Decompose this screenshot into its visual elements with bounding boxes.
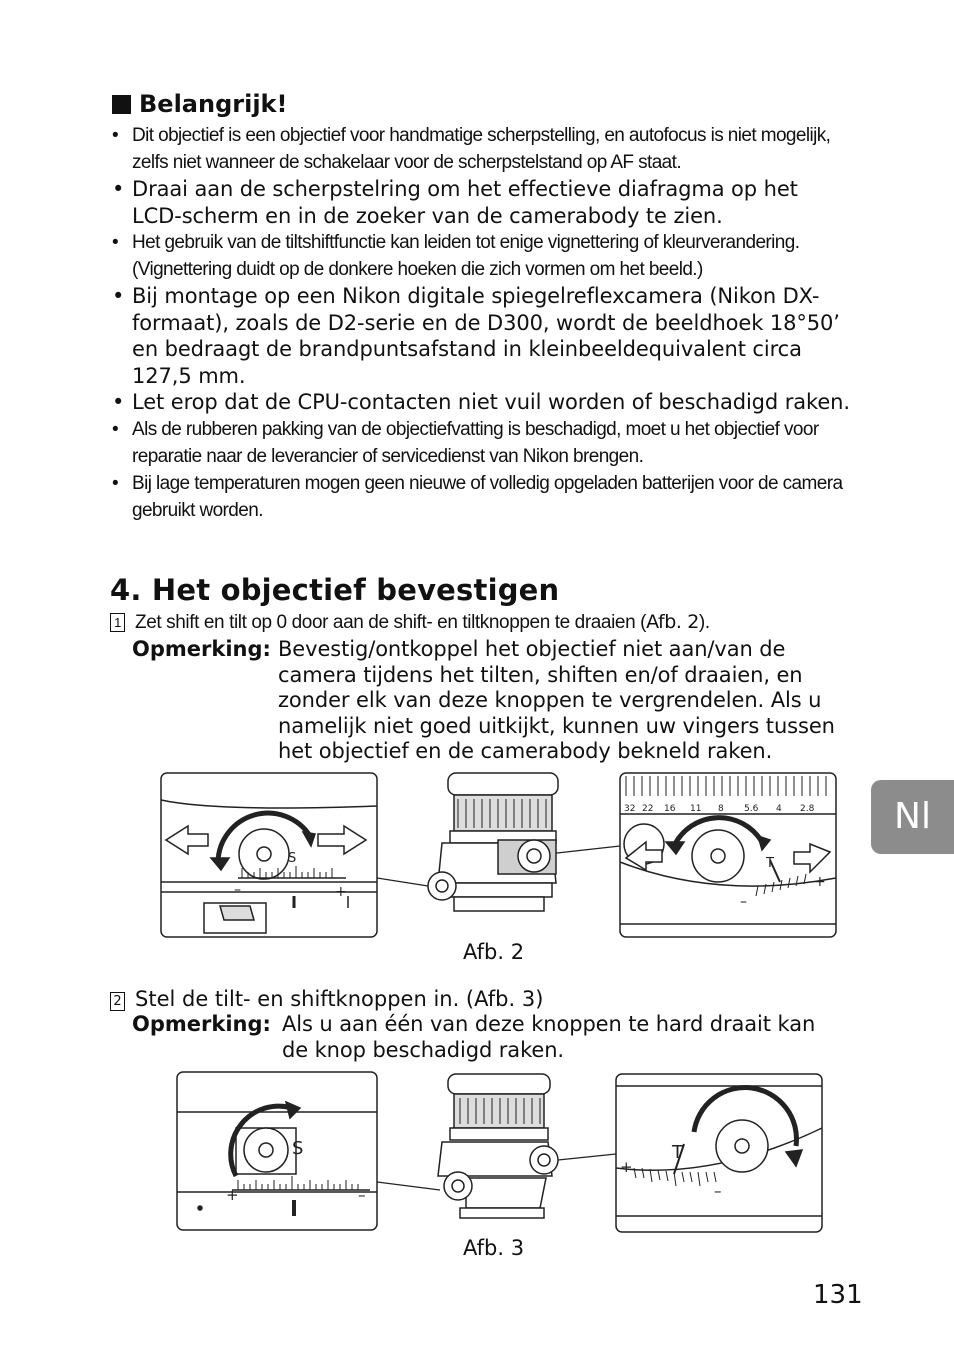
note-line: namelijk niet goed uitkijkt, kunnen uw vingers tussen <box>278 713 835 738</box>
aperture-label: 22 <box>642 804 654 814</box>
step-number: 1 <box>110 613 125 632</box>
note-line: zonder elk van deze knoppen te vergrendelen. Als u <box>278 688 822 712</box>
step-text: Zet shift en tilt op 0 door aan de shift- en tiltknoppen te draaien ( <box>135 612 647 633</box>
note-line: het objectief en de camerabody bekneld raken. <box>278 739 773 763</box>
important-heading-text: Belangrijk! <box>139 90 288 118</box>
note-line: de knop beschadigd raken. <box>282 1037 564 1062</box>
step-text-close: ) <box>535 987 544 1011</box>
note-text <box>282 1012 815 1063</box>
fig2-t-label: T <box>766 856 774 871</box>
figure-2 <box>158 770 840 940</box>
figure-3 <box>174 1068 826 1236</box>
important-heading <box>112 90 287 118</box>
fig2-lens <box>428 773 558 911</box>
step-1 <box>110 609 710 636</box>
list-item: • Als de rubberen pakking van de objectiefvatting is beschadigd, moet u het objectief voor reparatie naar de leverancier of servicedienst van Nikon brengen. <box>112 416 852 470</box>
step-text: Stel de tilt- en shiftknoppen in. ( <box>135 987 475 1011</box>
list-item: • Bij lage temperaturen mogen geen nieuwe of volledig opgeladen batterijen voor de camera gebruikt worden. <box>112 470 852 524</box>
step-text-close: ). <box>698 612 710 633</box>
step-number: 2 <box>110 992 125 1011</box>
fig2-left-panel <box>161 773 377 937</box>
step-2 <box>110 986 543 1012</box>
fig3-plus-label: + <box>226 1186 239 1204</box>
fig3-lens <box>438 1074 558 1218</box>
aperture-label: 11 <box>690 804 702 814</box>
note-line: Als u aan één van deze knoppen te hard draait kan <box>282 1012 816 1036</box>
fig3-right-plus-label: + <box>620 1158 633 1176</box>
aperture-label: 32 <box>624 804 636 814</box>
page-number: 131 <box>813 1280 863 1310</box>
section-title: 4. Het objectief bevestigen <box>110 573 560 607</box>
aperture-label: 4 <box>776 804 782 814</box>
fig2-s-label: S <box>288 851 297 866</box>
list-item: • Let erop dat de CPU-contacten niet vuil worden of beschadigd raken. <box>112 389 852 416</box>
figure-3-caption: Afb. 3 <box>463 1236 525 1260</box>
fig3-t-label: T <box>672 1142 683 1163</box>
list-item: • Dit objectief is een objectief voor handmatige scherpstelling, en autofocus is niet mogelijk, zelfs niet wanneer de schakelaar voor de scherpstelstand op AF staat. <box>112 122 852 176</box>
figure-reference: Afb. 2 <box>646 611 699 633</box>
square-bullet-icon <box>112 95 131 114</box>
aperture-label: 16 <box>664 804 676 814</box>
list-item: • Draai aan de scherpstelring om het effectieve diafragma op het LCD-scherm en in de zoeker van de camerabody te zien. <box>112 176 852 229</box>
important-list <box>112 122 852 524</box>
fig2-plus-label: + <box>335 884 347 900</box>
list-item: • Bij montage op een Nikon digitale spiegelreflexcamera (Nikon DX-formaat), zoals de D2-serie en de D300, wordt de beeldhoek 18°50’ en bedraagt de brandpuntsafstand in kleinbeeldequivalent circa 127,5 mm. <box>112 283 852 389</box>
fig3-s-label: S <box>292 1138 304 1159</box>
fig3-left-panel <box>177 1072 377 1230</box>
note-label: Opmerking: <box>132 637 271 661</box>
aperture-label: 5.6 <box>744 804 759 814</box>
note-label: Opmerking: <box>132 1012 271 1036</box>
fig3-minus-label: – <box>358 1186 366 1204</box>
fig2-right-plus-label: + <box>814 874 826 890</box>
aperture-label: 2.8 <box>800 804 815 814</box>
note-text <box>278 637 835 765</box>
list-item: • Het gebruik van de tiltshiftfunctie kan leiden tot enige vignettering of kleurverandering. (Vignettering duidt op de donkere hoeken die zich vormen om het beeld.) <box>112 229 852 283</box>
note-line: Bevestig/ontkoppel het objectief niet aan/van de <box>278 637 786 661</box>
fig2-right-minus-label: – <box>740 894 747 910</box>
figure-reference: Afb. 3 <box>474 987 536 1011</box>
fig2-right-panel <box>620 773 836 937</box>
fig3-right-panel <box>616 1074 822 1232</box>
note-line: camera tijdens het tilten, shiften en/of draaien, en <box>278 662 803 687</box>
aperture-label: 8 <box>718 804 724 814</box>
figure-2-caption: Afb. 2 <box>463 940 525 964</box>
language-tab: Nl <box>871 780 954 854</box>
fig2-minus-label: – <box>234 882 241 898</box>
fig3-right-minus-label: – <box>714 1182 722 1200</box>
